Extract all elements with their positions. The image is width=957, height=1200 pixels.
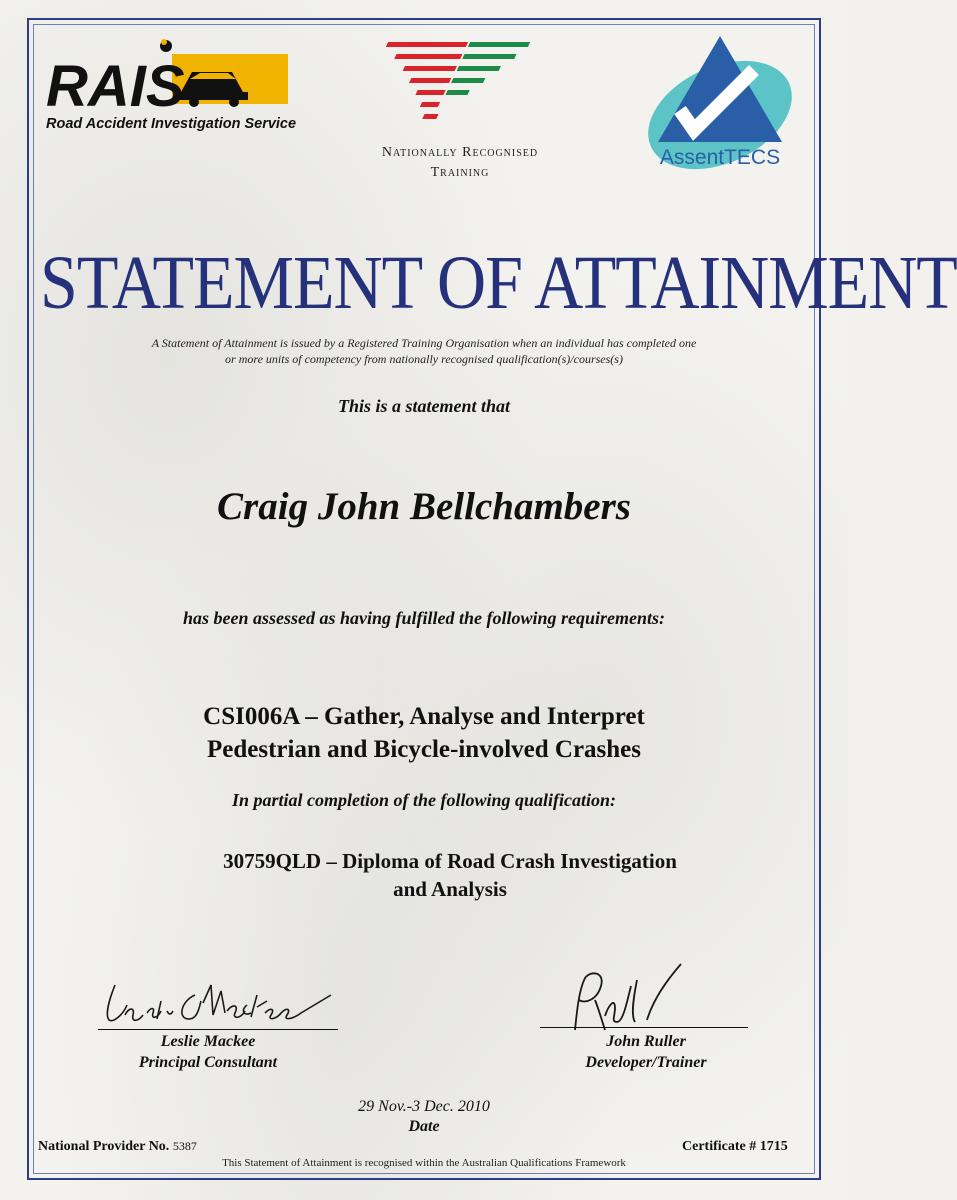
signatory-right-name: John Ruller bbox=[606, 1033, 686, 1050]
intro-line-1: A Statement of Attainment is issued by a Registered Training Organisation when an individual has completed one bbox=[151, 336, 697, 350]
provider-value: 5387 bbox=[172, 1139, 197, 1153]
qualification bbox=[80, 847, 820, 903]
qualification-line-2: and Analysis bbox=[393, 877, 507, 901]
aqf-note: This Statement of Attainment is recognised within the Australian Qualifications Framework bbox=[222, 1157, 626, 1169]
certificate-title: STATEMENT OF ATTAINMENT bbox=[40, 239, 957, 325]
date-block bbox=[280, 1097, 568, 1137]
date-value: 29 Nov.-3 Dec. 2010 bbox=[358, 1098, 490, 1115]
date-label: Date bbox=[408, 1118, 440, 1135]
assenttecs-logo-graphic bbox=[640, 30, 800, 175]
rais-logo-name: RAIS bbox=[46, 54, 185, 119]
certificate-value: 1715 bbox=[759, 1139, 788, 1154]
signatory-left bbox=[98, 1031, 318, 1073]
partial-completion-text: In partial completion of the following qualification: bbox=[231, 790, 617, 810]
signature-john-ruller bbox=[555, 960, 705, 1040]
signatory-left-name: Leslie Mackee bbox=[160, 1033, 256, 1050]
unit-line-2: Pedestrian and Bicycle-involved Crashes bbox=[206, 736, 641, 763]
rais-logo bbox=[40, 34, 300, 134]
statement-lead: This is a statement that bbox=[337, 396, 511, 416]
requirements-text: has been assessed as having fulfilled the following requirements: bbox=[182, 608, 666, 628]
certificate-intro bbox=[60, 335, 788, 367]
signature-line-left bbox=[98, 1029, 338, 1030]
intro-line-2: or more units of competency from nationally recognised qualification(s)/courses(s) bbox=[225, 352, 623, 366]
certificate-label: Certificate # bbox=[682, 1139, 757, 1154]
signatory-right bbox=[556, 1031, 736, 1073]
nrt-logo-line1: Nationally Recognised bbox=[381, 145, 539, 160]
signature-leslie-mackee bbox=[95, 975, 345, 1030]
provider-number bbox=[38, 1139, 197, 1155]
certificate-number bbox=[682, 1139, 788, 1155]
rais-logo-graphic bbox=[40, 34, 300, 134]
unit-of-competency bbox=[60, 700, 788, 766]
assenttecs-logo bbox=[640, 30, 800, 175]
nrt-logo bbox=[360, 38, 560, 188]
signatory-right-role: Developer/Trainer bbox=[585, 1054, 707, 1071]
signature-line-right bbox=[540, 1027, 748, 1028]
provider-label: National Provider No. bbox=[38, 1139, 170, 1154]
qualification-line-1: 30759QLD – Diploma of Road Crash Investigation bbox=[223, 849, 677, 873]
assenttecs-logo-name: AssentTECS bbox=[659, 146, 781, 169]
signatory-left-role: Principal Consultant bbox=[138, 1054, 278, 1071]
recipient-name: Craig John Bellchambers bbox=[217, 485, 631, 528]
nrt-logo-graphic bbox=[360, 38, 560, 138]
nrt-logo-line2: Training bbox=[430, 165, 490, 180]
unit-line-1: CSI006A – Gather, Analyse and Interpret bbox=[203, 703, 645, 730]
rais-logo-tagline: Road Accident Investigation Service bbox=[46, 116, 297, 132]
